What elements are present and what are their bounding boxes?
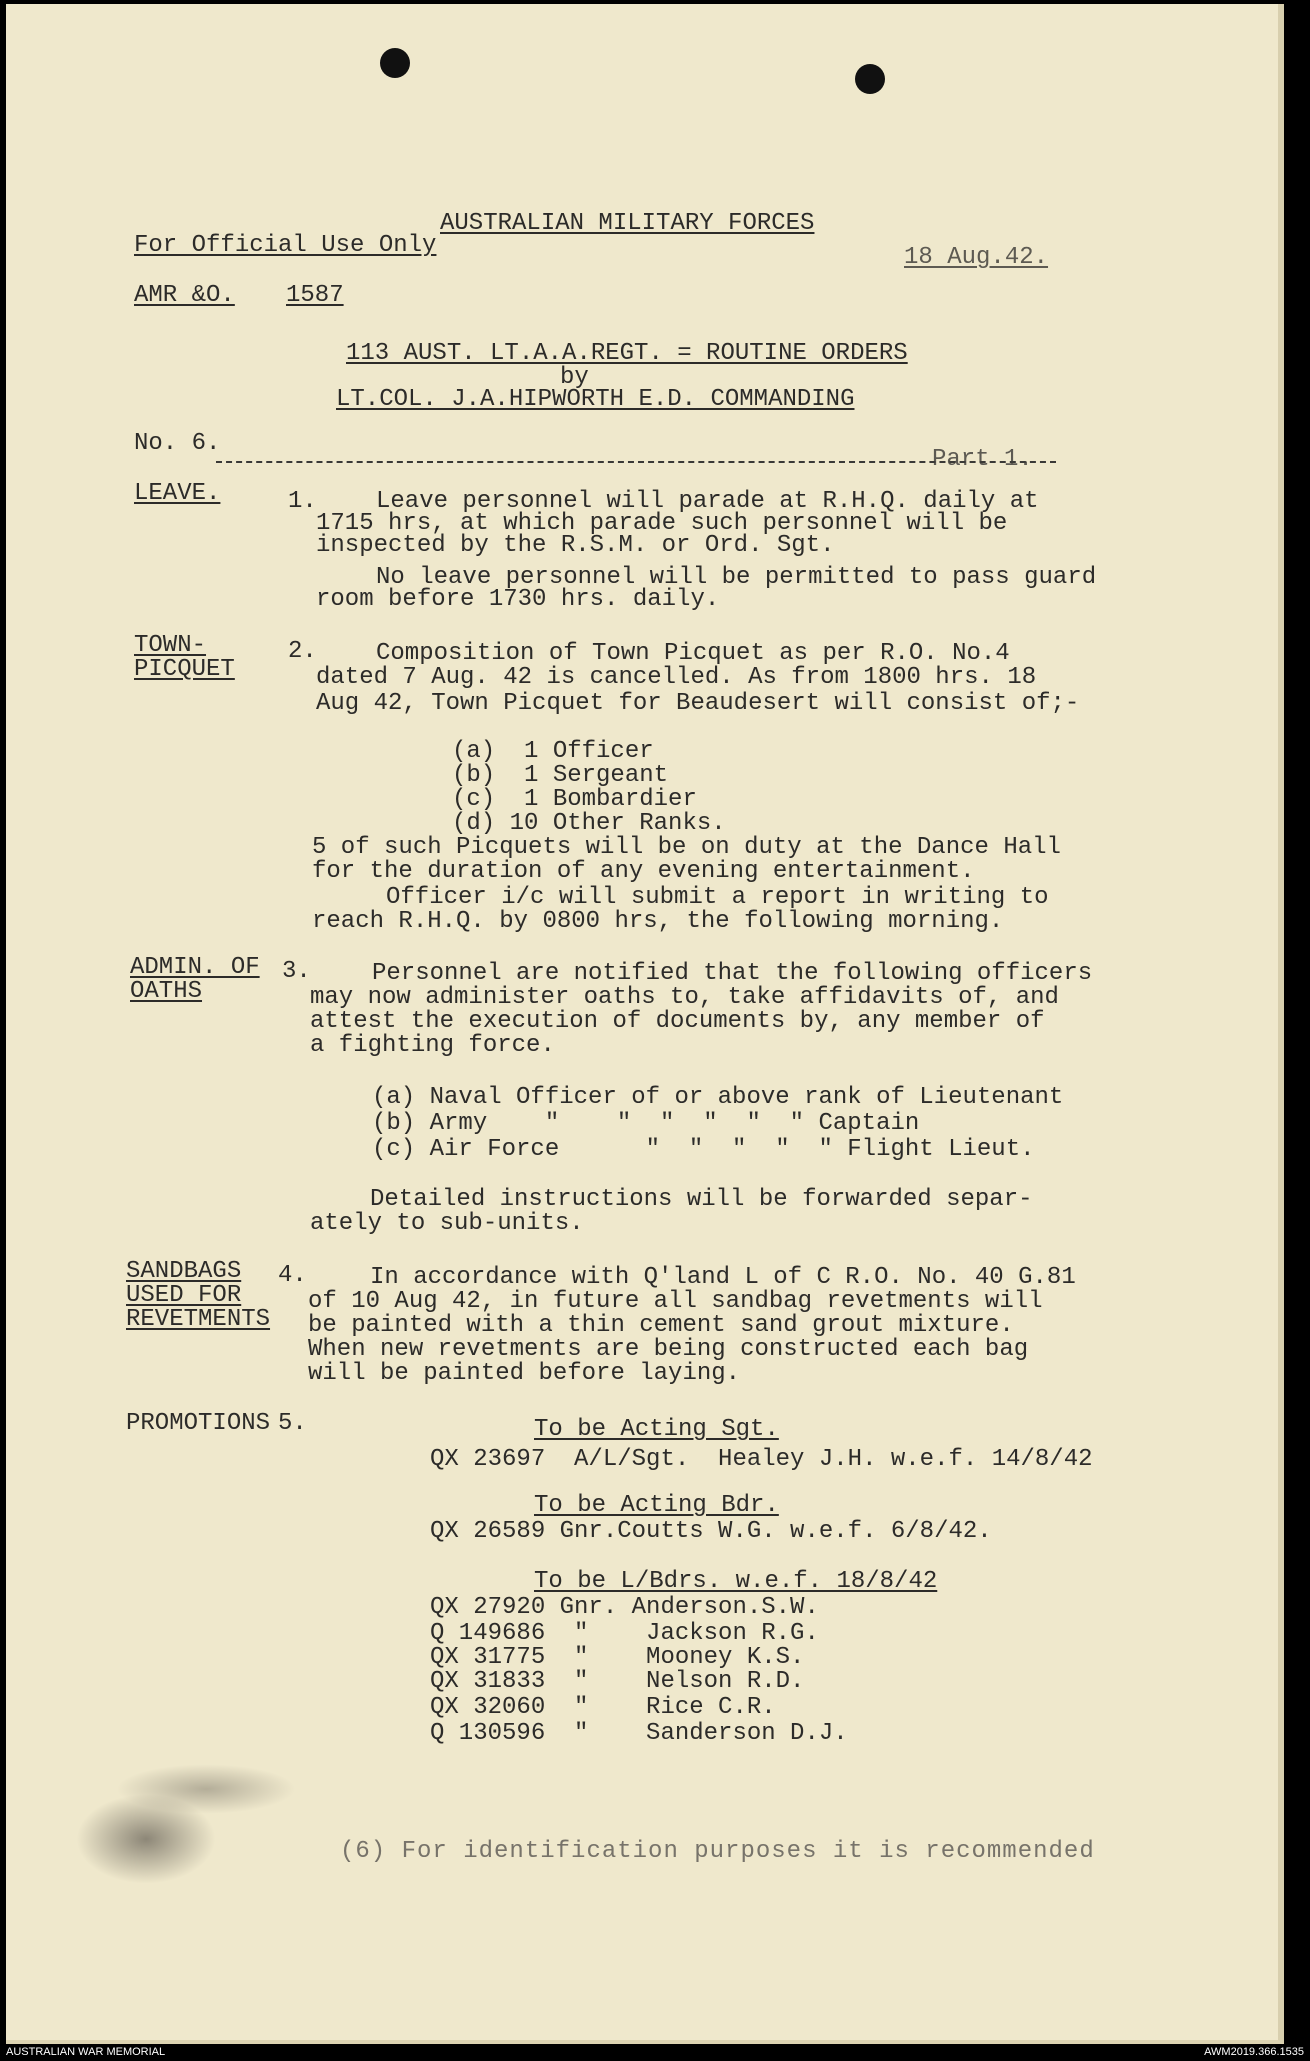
amr-label: AMR &O. (134, 282, 235, 309)
picquet-line: 5 of such Picquets will be on duty at the Dance Hall (312, 834, 1061, 861)
punch-hole (855, 64, 885, 94)
sandbags-line: When new revetments are being constructed each bag (308, 1336, 1029, 1363)
acting-bdr-title: To be Acting Bdr. (534, 1492, 779, 1519)
oaths-heading: ADMIN. OF (130, 954, 260, 981)
picquet-line: Aug 42, Town Picquet for Beaudesert will consist of;- (316, 690, 1080, 717)
oaths-line: attest the execution of documents by, any member of (310, 1008, 1045, 1035)
acting-sgt-entry: QX 23697 A/L/Sgt. Healey J.H. w.e.f. 14/8/42 (430, 1446, 1093, 1473)
oaths-heading: OATHS (130, 978, 203, 1005)
leave-line: inspected by the R.S.M. or Ord. Sgt. (316, 532, 835, 559)
oaths-line: Detailed instructions will be forwarded separ- (370, 1186, 1033, 1213)
lbdr-entry: QX 31833 " Nelson R.D. (430, 1668, 805, 1695)
header-rule (216, 461, 1056, 463)
picquet-line: dated 7 Aug. 42 is cancelled. As from 1800 hrs. 18 (316, 664, 1037, 691)
oaths-line: a fighting force. (310, 1032, 555, 1059)
lbdr-entry: QX 31775 " Mooney K.S. (430, 1644, 805, 1671)
oaths-line: ately to sub-units. (310, 1210, 584, 1237)
acting-sgt-title: To be Acting Sgt. (534, 1416, 779, 1443)
sandbags-heading: REVETMENTS (126, 1306, 271, 1333)
leave-heading: LEAVE. (134, 480, 221, 507)
picquet-list-item: (d) 10 Other Ranks. (452, 810, 726, 837)
leave-number: 1. (288, 488, 317, 515)
commanding-officer: LT.COL. J.A.HIPWORTH E.D. COMMANDING (336, 386, 855, 413)
sandbags-heading: USED FOR (126, 1282, 242, 1309)
picquet-number: 2. (288, 638, 317, 665)
order-part: Part 1. (932, 446, 1033, 473)
footer-source: AUSTRALIAN WAR MEMORIAL (6, 2046, 166, 2058)
sandbags-line: will be painted before laying. (308, 1360, 741, 1387)
picquet-list-item: (c) 1 Bombardier (452, 786, 697, 813)
unit-title: 113 AUST. LT.A.A.REGT. = ROUTINE ORDERS (346, 340, 908, 367)
punch-hole (380, 48, 410, 78)
sandbags-line: of 10 Aug 42, in future all sandbag revetments will (308, 1288, 1043, 1315)
oaths-list-item: (c) Air Force " " " " " Flight Lieut. (372, 1136, 1035, 1163)
by-line: by (560, 364, 589, 391)
document-page (6, 4, 1284, 2044)
amr-number: 1587 (286, 282, 344, 309)
oaths-line: may now administer oaths to, take affidavits of, and (310, 984, 1059, 1011)
footer-bar (0, 2044, 1310, 2061)
lbdr-title: To be L/Bdrs. w.e.f. 18/8/42 (534, 1568, 938, 1595)
picquet-heading: TOWN- (134, 632, 207, 659)
lbdr-entry: Q 149686 " Jackson R.G. (430, 1620, 819, 1647)
leave-line: Leave personnel will parade at R.H.Q. daily at (376, 488, 1039, 515)
picquet-line: for the duration of any evening entertainment. (312, 858, 975, 885)
picquet-line: Officer i/c will submit a report in writing to (386, 884, 1049, 911)
sandbags-heading: SANDBAGS (126, 1258, 242, 1285)
picquet-list-item: (b) 1 Sergeant (452, 762, 669, 789)
leave-line: room before 1730 hrs. daily. (316, 586, 720, 613)
oaths-list-item: (a) Naval Officer of or above rank of Lieutenant (372, 1084, 1064, 1111)
picquet-heading: PICQUET (134, 656, 235, 683)
footer-reference: AWM2019.366.1535 (1204, 2046, 1304, 2058)
sandbags-line: be painted with a thin cement sand grout mixture. (308, 1312, 1014, 1339)
oaths-line: Personnel are notified that the following officers (372, 960, 1093, 987)
picquet-list-item: (a) 1 Officer (452, 738, 654, 765)
oaths-list-item: (b) Army " " " " " " Captain (372, 1110, 920, 1137)
lbdr-entry: QX 27920 Gnr. Anderson.S.W. (430, 1594, 819, 1621)
ink-smudge (116, 1764, 296, 1814)
forces-heading: AUSTRALIAN MILITARY FORCES (440, 210, 815, 237)
oaths-number: 3. (282, 958, 311, 985)
lbdr-entry: Q 130596 " Sanderson D.J. (430, 1720, 848, 1747)
order-date: 18 Aug.42. (904, 244, 1049, 271)
leave-line: 1715 hrs, at which parade such personnel will be (316, 510, 1008, 537)
sandbags-line: In accordance with Q'land L of C R.O. No. 40 G.81 (370, 1264, 1076, 1291)
lbdr-entry: QX 32060 " Rice C.R. (430, 1694, 776, 1721)
picquet-line: Composition of Town Picquet as per R.O. No.4 (376, 640, 1010, 667)
order-number: No. 6. (134, 430, 221, 457)
picquet-line: reach R.H.Q. by 0800 hrs, the following morning. (312, 908, 1004, 935)
official-use: For Official Use Only (134, 232, 437, 259)
faded-line: (6) For identification purposes it is recommended (340, 1838, 1095, 1865)
acting-bdr-entry: QX 26589 Gnr.Coutts W.G. w.e.f. 6/8/42. (430, 1518, 992, 1545)
leave-line: No leave personnel will be permitted to pass guard (376, 564, 1097, 591)
promotions-heading: PROMOTIONS (126, 1410, 271, 1437)
sandbags-number: 4. (278, 1262, 307, 1289)
promotions-number: 5. (278, 1410, 307, 1437)
